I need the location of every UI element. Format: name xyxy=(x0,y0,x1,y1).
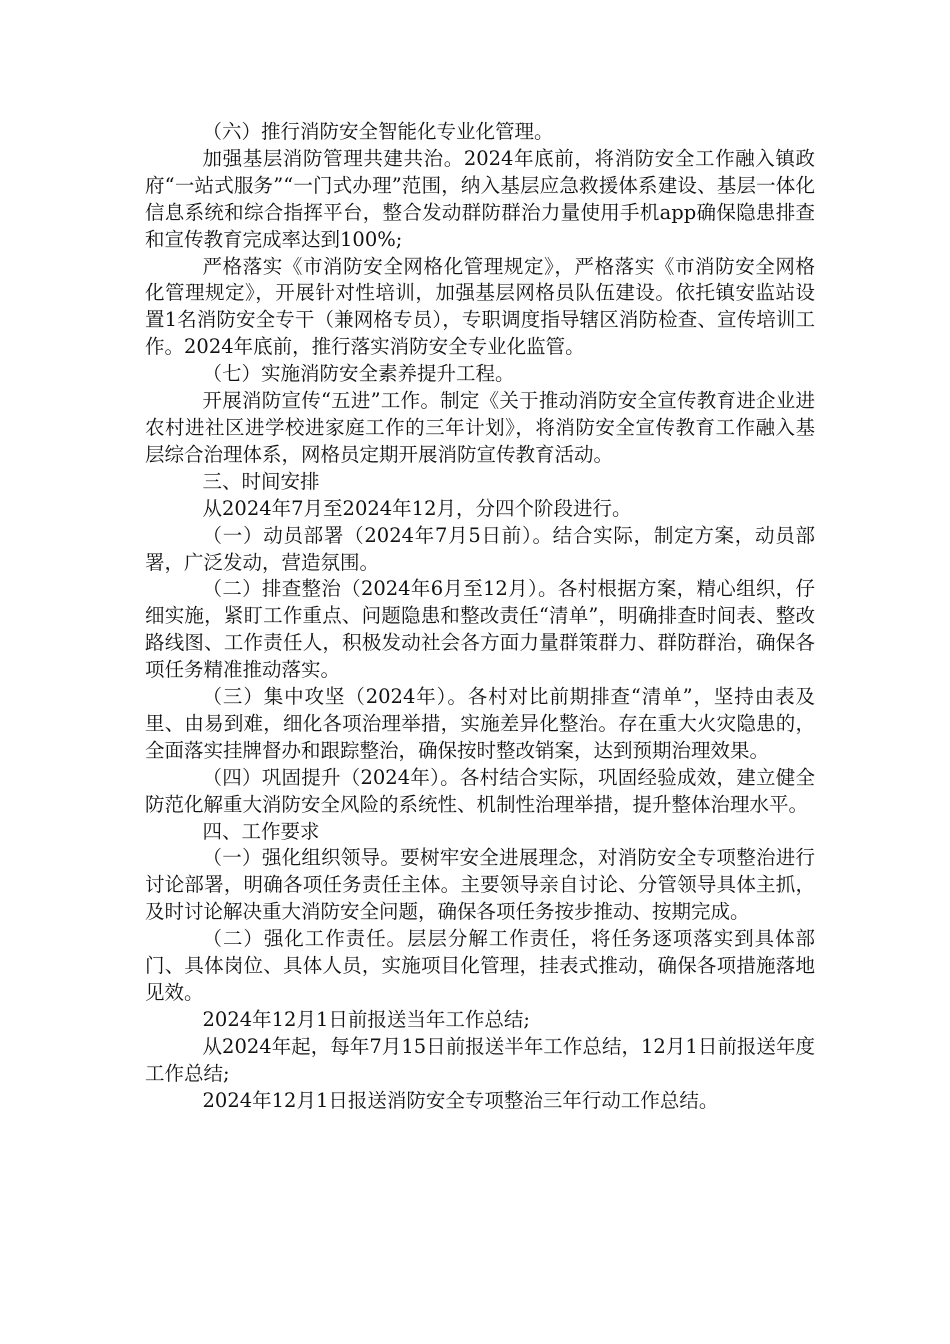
paragraph-stage-consolidate: （四）巩固提升（2024年）。各村结合实际，巩固经验成效，建立健全防范化解重大消防安全风险的系统性、机制性治理举措，提升整体治理水平。 xyxy=(145,765,815,816)
paragraph-five-entries: 开展消防宣传“五进”工作。制定《关于推动消防安全宣传教育进企业进农村进社区进学校进家庭工作的三年计划》，将消防安全宣传教育工作融入基层综合治理体系，网格员定期开展消防宣传教育活动。 xyxy=(145,389,815,466)
paragraph-schedule-intro: 从2024年7月至2024年12月，分四个阶段进行。 xyxy=(202,496,632,520)
paragraph-report-three-year: 2024年12月1日报送消防安全专项整治三年行动工作总结。 xyxy=(202,1088,719,1112)
section-heading-six: （六）推行消防安全智能化专业化管理。 xyxy=(202,120,554,143)
paragraph-grassroots-management: 加强基层消防管理共建共治。2024年底前，将消防安全工作融入镇政府“一站式服务”“一门式办理”范围，纳入基层应急救援体系建设、基层一体化信息系统和综合指挥平台，整合发动群防群治力量使用手机app确保隐患排查和宣传教育完成率达到100%; xyxy=(145,146,815,251)
document-page xyxy=(145,119,815,1115)
paragraph-stage-tackle: （三）集中攻坚（2024年）。各村对比前期排查“清单”，坚持由表及里、由易到难，细化各项治理举措，实施差异化整治。存在重大火灾隐患的，全面落实挂牌督办和跟踪整治，确保按时整改销案，达到预期治理效果。 xyxy=(145,685,815,762)
paragraph-leadership: （一）强化组织领导。要树牢安全进展理念，对消防安全专项整治进行讨论部署，明确各项任务责任主体。主要领导亲自讨论、分管领导具体主抓，及时讨论解决重大消防安全问题，确保各项任务按步推动、按期完成。 xyxy=(145,846,815,924)
paragraph-report-periodic: 从2024年起，每年7月15日前报送半年工作总结，12月1日前报送年度工作总结; xyxy=(145,1034,815,1085)
paragraph-stage-mobilize: （一）动员部署（2024年7月5日前）。结合实际，制定方案，动员部署，广泛发动，营造氛围。 xyxy=(145,523,815,574)
paragraph-grid-management: 严格落实《市消防安全网格化管理规定》，严格落实《市消防安全网格化管理规定》，开展针对性培训，加强基层网格员队伍建设。依托镇安监站设置1名消防安全专干（兼网格专员），专职调度指导辖区消防检查、宣传培训工作。2024年底前，推行落实消防安全专业化监管。 xyxy=(145,254,815,359)
section-heading-seven: （七）实施消防安全素养提升工程。 xyxy=(202,362,515,386)
paragraph-stage-inspect: （二）排查整治（2024年6月至12月）。各村根据方案，精心组织，仔细实施，紧盯工作重点、问题隐患和整改责任“清单”，明确排查时间表、整改路线图、工作责任人，积极发动社会各方面力量群策群力、群防群治，确保各项任务精准推动落实。 xyxy=(145,577,815,682)
section-heading-schedule: 三、时间安排 xyxy=(202,469,320,493)
paragraph-responsibility: （二）强化工作责任。层层分解工作责任，将任务逐项落实到具体部门、具体岗位、具体人员，实施项目化管理，挂表式推动，确保各项措施落地见效。 xyxy=(145,927,815,1004)
section-heading-requirements: 四、工作要求 xyxy=(202,819,320,843)
paragraph-report-annual: 2024年12月1日前报送当年工作总结; xyxy=(202,1007,530,1031)
